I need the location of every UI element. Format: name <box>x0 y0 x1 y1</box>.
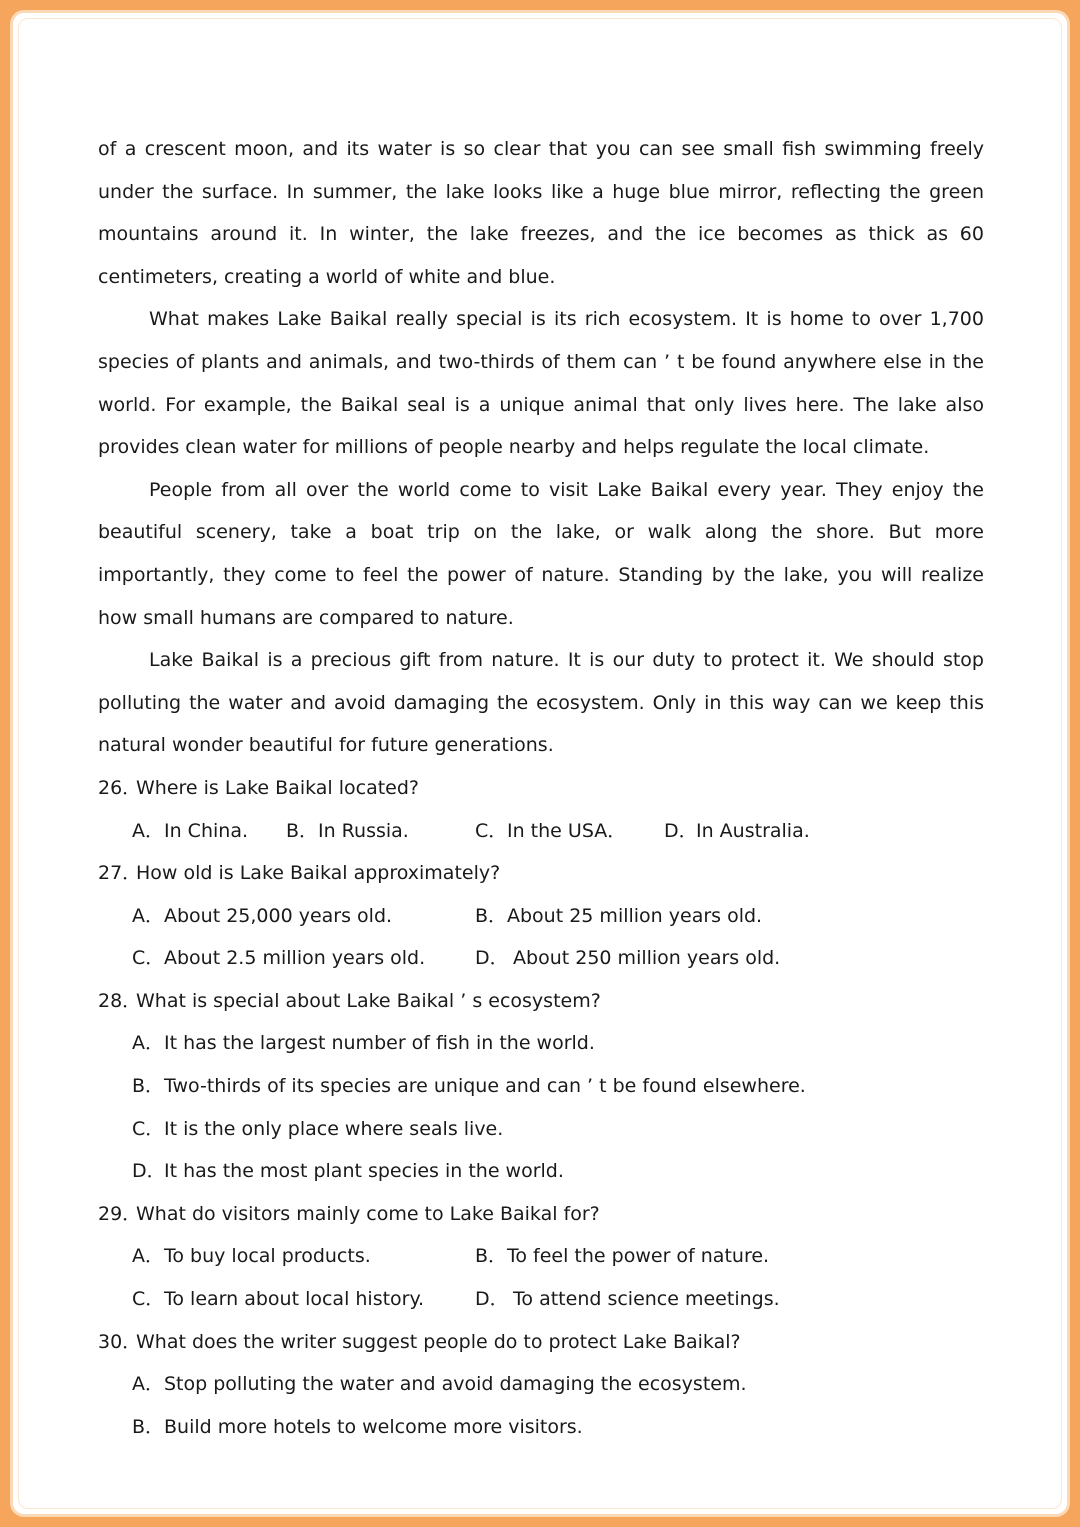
question-30 <box>98 1321 984 1449</box>
option-text: About 25,000 years old. <box>164 904 393 927</box>
option-a[interactable] <box>132 1363 984 1406</box>
question-list <box>98 767 984 1449</box>
options-row <box>98 1150 984 1193</box>
option-c[interactable] <box>132 1108 984 1151</box>
question-number: 26． <box>98 776 142 799</box>
options-row <box>98 1406 984 1449</box>
option-letter: B． <box>132 1415 165 1438</box>
option-b[interactable] <box>475 1235 769 1278</box>
option-text: It has the most plant species in the world. <box>164 1160 564 1183</box>
option-text: About 250 million years old. <box>507 947 781 970</box>
question-text: Where is Lake Baikal located? <box>136 776 420 799</box>
question-text: What does the writer suggest people do to protect Lake Baikal? <box>136 1330 741 1353</box>
option-letter: B． <box>475 904 508 927</box>
options-row <box>98 1022 984 1065</box>
passage-paragraph-2: What makes Lake Baikal really special is its rich ecosystem. It is home to over 1,700 species of plants and animals, and two-thirds of them can ’ t be found anywhere else in the world. For example, the Baikal seal is a unique animal that only lives here. The lake also provides clean water for millions of people nearby and helps regulate the local climate. <box>98 308 984 459</box>
question-number: 29． <box>98 1202 142 1225</box>
options-row <box>98 1065 984 1108</box>
option-a[interactable] <box>132 1022 984 1065</box>
options-row <box>98 937 984 980</box>
option-letter: D． <box>475 1288 509 1311</box>
option-d[interactable] <box>664 810 810 853</box>
option-letter: C． <box>475 819 508 842</box>
question-27 <box>98 852 984 980</box>
option-b[interactable] <box>132 1406 984 1449</box>
option-letter: A． <box>132 819 164 842</box>
options-row <box>98 895 984 938</box>
question-number: 30． <box>98 1330 142 1353</box>
option-text: Build more hotels to welcome more visitors. <box>164 1415 583 1438</box>
question-number: 27． <box>98 862 142 885</box>
option-text: To learn about local history. <box>164 1288 425 1311</box>
option-d[interactable] <box>475 937 780 980</box>
options-row <box>98 1108 984 1151</box>
option-letter: D． <box>664 819 698 842</box>
passage-paragraph-1: of a crescent moon, and its water is so clear that you can see small fish swimming freely under the surface. In summer, the lake looks like a huge blue mirror, reflecting the green mountains around it. In winter, the lake freezes, and the ice becomes as thick as 60 centimeters, creating a world of white and blue. <box>98 138 984 288</box>
question-stem <box>98 1193 984 1236</box>
question-stem <box>98 1321 984 1364</box>
question-text: How old is Lake Baikal approximately? <box>136 862 501 885</box>
option-letter: A． <box>132 904 164 927</box>
option-b[interactable] <box>286 810 475 853</box>
option-text: About 2.5 million years old. <box>164 947 426 970</box>
option-letter: A． <box>132 1032 164 1055</box>
option-d[interactable] <box>132 1150 984 1193</box>
option-b[interactable] <box>132 1065 984 1108</box>
option-text: To attend science meetings. <box>507 1288 780 1311</box>
question-text: What is special about Lake Baikal ’ s ecosystem? <box>136 989 601 1012</box>
option-letter: D． <box>475 947 509 970</box>
option-c[interactable] <box>132 937 475 980</box>
option-text: It has the largest number of fish in the world. <box>164 1032 595 1055</box>
options-row <box>98 810 984 853</box>
options-row <box>98 1278 984 1321</box>
option-a[interactable] <box>132 810 286 853</box>
question-text: What do visitors mainly come to Lake Baikal for? <box>136 1202 600 1225</box>
option-letter: B． <box>132 1075 165 1098</box>
passage-paragraph-3: People from all over the world come to visit Lake Baikal every year. They enjoy the beautiful scenery, take a boat trip on the lake, or walk along the shore. But more importantly, they come to feel the power of nature. Standing by the lake, you will realize how small humans are compared to nature. <box>98 478 984 629</box>
question-stem <box>98 852 984 895</box>
option-text: It is the only place where seals live. <box>164 1117 504 1140</box>
options-row <box>98 1363 984 1406</box>
option-letter: C． <box>132 947 165 970</box>
question-stem <box>98 980 984 1023</box>
option-letter: B． <box>475 1245 508 1268</box>
option-text: Two-thirds of its species are unique and can ’ t be found elsewhere. <box>164 1075 806 1098</box>
option-c[interactable] <box>132 1278 475 1321</box>
option-text: About 25 million years old. <box>507 904 763 927</box>
question-29 <box>98 1193 984 1321</box>
question-28 <box>98 980 984 1193</box>
option-text: To feel the power of nature. <box>507 1245 770 1268</box>
document-content <box>98 128 984 1448</box>
question-number: 28． <box>98 989 142 1012</box>
option-c[interactable] <box>475 810 664 853</box>
option-letter: D． <box>132 1160 166 1183</box>
option-text: In China. <box>164 819 248 842</box>
option-letter: A． <box>132 1245 164 1268</box>
question-stem <box>98 767 984 810</box>
option-letter: C． <box>132 1117 165 1140</box>
option-a[interactable] <box>132 1235 475 1278</box>
option-text: In Australia. <box>696 819 810 842</box>
option-d[interactable] <box>475 1278 780 1321</box>
option-letter: B． <box>286 819 319 842</box>
passage-paragraph-4: Lake Baikal is a precious gift from nature. It is our duty to protect it. We should stop polluting the water and avoid damaging the ecosystem. Only in this way can we keep this natural wonder beautiful for future generations. <box>98 649 984 757</box>
option-letter: A． <box>132 1373 164 1396</box>
options-row <box>98 1235 984 1278</box>
option-letter: C． <box>132 1288 165 1311</box>
question-26 <box>98 767 984 852</box>
option-text: In Russia. <box>318 819 409 842</box>
reading-passage <box>98 128 984 767</box>
option-b[interactable] <box>475 895 762 938</box>
option-text: To buy local products. <box>164 1245 371 1268</box>
option-text: In the USA． <box>507 819 627 842</box>
option-a[interactable] <box>132 895 475 938</box>
option-text: Stop polluting the water and avoid damaging the ecosystem. <box>164 1373 747 1396</box>
